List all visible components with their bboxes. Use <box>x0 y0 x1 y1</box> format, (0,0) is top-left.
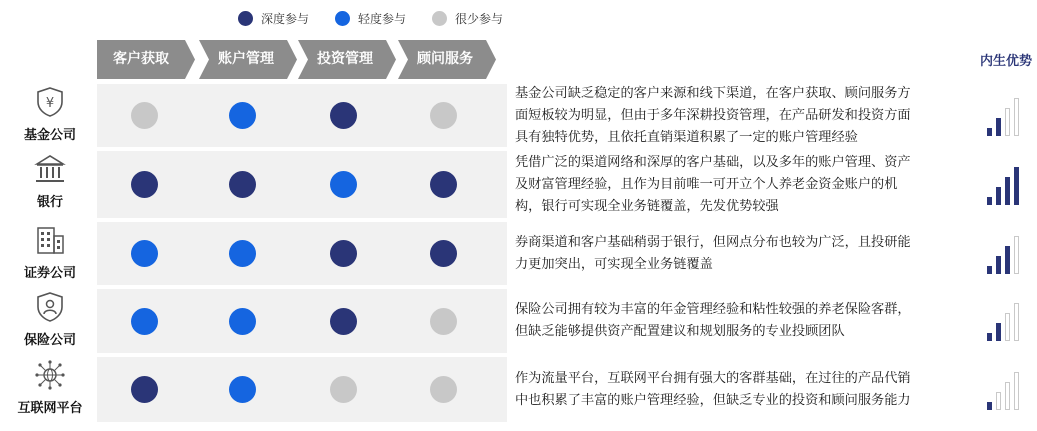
entity-label: 保险公司 <box>23 333 76 348</box>
participation-dot-blue <box>229 240 256 267</box>
strength-bar <box>996 256 1001 274</box>
strength-bars <box>987 301 1027 341</box>
description-line: 券商渠道和客户基础稍弱于银行，但网点分布也较为广泛，且投研能 <box>515 234 911 250</box>
description-line: 凭借广泛的渠道网络和深厚的客户基础，以及多年的账户管理、资产 <box>515 154 911 170</box>
strength-bar <box>987 266 992 274</box>
column-header-1 <box>97 40 195 79</box>
bank-building-icon <box>33 153 67 189</box>
description-line: 中也积累了丰富的账户管理经验，但缺乏专业的投资和顾问服务能力 <box>515 392 911 408</box>
legend-item <box>432 10 503 27</box>
description-line: 面短板较为明显，但由于多年深耕投资管理，在产品研发和投资方面 <box>515 107 911 123</box>
column-header-2 <box>199 40 297 79</box>
participation-dot-navy <box>229 171 256 198</box>
participation-dot-blue <box>229 376 256 403</box>
description-line: 力更加突出，可实现全业务链覆盖 <box>515 256 713 272</box>
strength-bar <box>1005 108 1010 136</box>
strength-bar <box>1014 303 1019 341</box>
entity-label: 互联网平台 <box>17 401 83 416</box>
network-globe-icon <box>33 359 67 395</box>
description-line: 基金公司缺乏稳定的客户来源和线下渠道，在客户获取、顾问服务方 <box>515 85 911 101</box>
description-line: 但缺乏能够提供资产配置建议和规划服务的专业投顾团队 <box>515 324 845 339</box>
strength-bar <box>1005 246 1010 274</box>
strength-bar <box>996 392 1001 410</box>
participation-dot-light-gray <box>430 102 457 129</box>
strength-bar <box>1005 313 1010 341</box>
description-line: 具有独特优势，且依托直销渠道积累了一定的账户管理经验 <box>515 129 858 145</box>
strength-bar <box>996 323 1001 341</box>
strength-bar <box>987 402 992 410</box>
office-building-icon <box>33 224 67 260</box>
entity-cell <box>8 224 92 281</box>
column-header-label: 顾问服务 <box>417 51 473 67</box>
entity-cell <box>8 359 92 416</box>
strength-bar <box>1005 177 1010 205</box>
legend-item <box>335 10 406 27</box>
participation-dot-blue <box>229 308 256 335</box>
participation-dot-light-gray <box>430 376 457 403</box>
participation-dot-blue <box>131 308 158 335</box>
entity-label: 证券公司 <box>23 266 76 281</box>
strength-bars <box>987 370 1027 410</box>
row-description <box>515 368 955 412</box>
participation-dot-navy <box>430 240 457 267</box>
column-header-4 <box>398 40 496 79</box>
participation-dot-blue <box>229 102 256 129</box>
description-line: 及财富管理经验，且作为目前唯一可开立个人养老金资金账户的机 <box>515 176 898 192</box>
strength-bar <box>987 333 992 341</box>
participation-dot-blue <box>330 171 357 198</box>
participation-dot-navy <box>330 102 357 129</box>
participation-dot-navy <box>430 171 457 198</box>
row-description <box>515 232 955 276</box>
participation-dot-light-gray <box>330 376 357 403</box>
participation-dot-navy <box>131 376 158 403</box>
participation-dot-light-gray <box>131 102 158 129</box>
legend-dot <box>335 11 350 26</box>
description-line: 保险公司拥有较为丰富的年金管理经验和粘性较强的养老保险客群， <box>515 302 911 317</box>
participation-dot-blue <box>131 240 158 267</box>
entity-cell <box>8 153 92 210</box>
strength-bar <box>1014 372 1019 410</box>
strength-bar <box>1014 98 1019 136</box>
row-description <box>515 83 955 149</box>
participation-dot-light-gray <box>430 308 457 335</box>
strength-bar <box>1014 167 1019 205</box>
participation-dot-navy <box>330 308 357 335</box>
strength-bar <box>996 187 1001 205</box>
strength-bar <box>987 197 992 205</box>
description-line: 作为流量平台，互联网平台拥有强大的客群基础，在过往的产品代销 <box>515 370 911 386</box>
participation-dot-navy <box>131 171 158 198</box>
person-shield-icon <box>33 291 67 327</box>
strength-bar <box>1014 236 1019 274</box>
entity-cell <box>8 291 92 348</box>
legend-label: 轻度参与 <box>358 12 407 26</box>
entity-label: 基金公司 <box>23 128 76 143</box>
yen-shield-icon <box>33 86 67 122</box>
entity-cell <box>8 86 92 143</box>
entity-label: 银行 <box>36 195 63 210</box>
advantage-title: 内生优势 <box>979 54 1032 69</box>
legend-label: 很少参与 <box>455 12 504 26</box>
legend-label: 深度参与 <box>261 12 310 26</box>
row-description <box>515 152 955 218</box>
legend-dot <box>238 11 253 26</box>
legend-dot <box>432 11 447 26</box>
participation-dot-navy <box>330 240 357 267</box>
strength-bar <box>1005 382 1010 410</box>
description-line: 构，银行可实现全业务链覆盖，先发优势较强 <box>515 198 779 214</box>
legend-item <box>238 10 309 27</box>
strength-bars <box>987 234 1027 274</box>
strength-bars <box>987 96 1027 136</box>
column-header-label: 客户获取 <box>113 51 169 67</box>
strength-bars <box>987 165 1027 205</box>
column-header-label: 投资管理 <box>317 51 373 67</box>
strength-bar <box>987 128 992 136</box>
column-header-label: 账户管理 <box>218 51 274 67</box>
strength-bar <box>996 118 1001 136</box>
legend <box>238 10 529 27</box>
column-header-3 <box>298 40 396 79</box>
svg-text:¥: ¥ <box>45 96 55 111</box>
row-description <box>515 299 955 343</box>
